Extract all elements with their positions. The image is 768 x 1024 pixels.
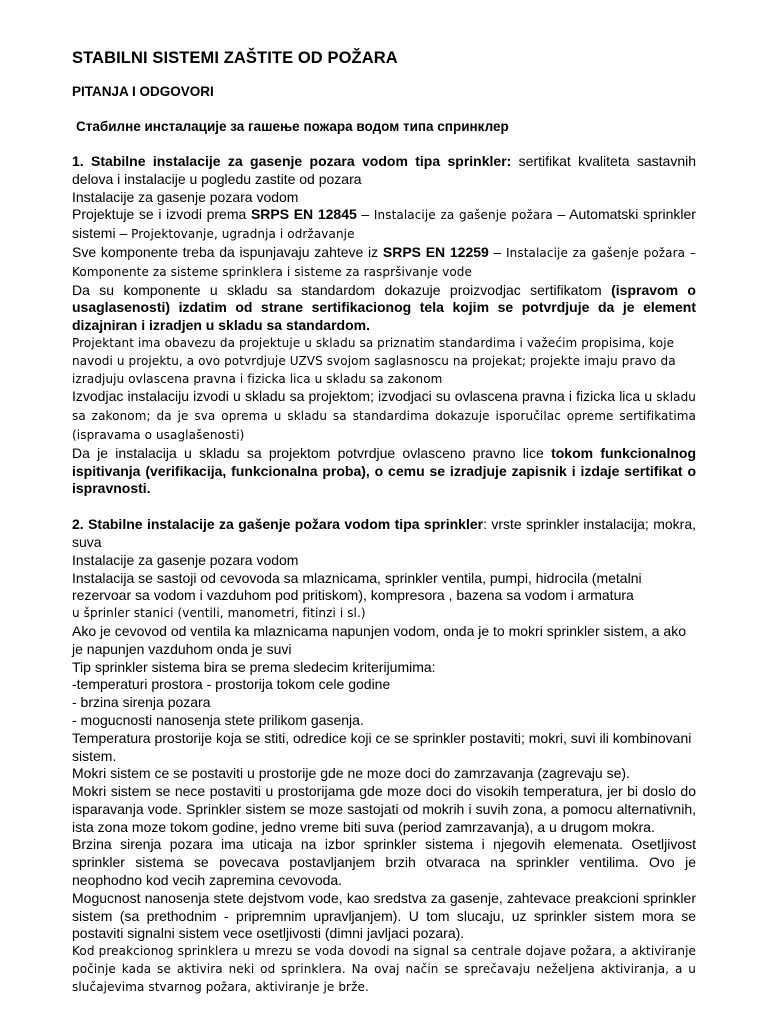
- s1-line: Instalacije za gasenje pozara vodom: [72, 188, 299, 205]
- s2-list-item: -temperaturi prostora - prostorija tokom cele godine: [72, 676, 391, 693]
- s2-line: Instalacije za gasenje pozara vodom: [72, 551, 299, 568]
- s2-question-bold: 2. Stabilne instalacije za gašenje požara vodom tipa sprinkler: [72, 516, 484, 533]
- s2-line-small: Kod preakcionog sprinklera u mrezu se voda dovodi na signal sa centrale dojave požara, a aktiviranje počinje kada se aktivira neki od sprinklera. Na ovaj način se sprečavaju neželjena aktiviranja, a u slučajevima stvarnog požara, aktiviranje je brže.: [72, 944, 696, 994]
- s1-text-small: skladu sa zakonom; da je sva oprema u skladu sa standardima dokazuje isporučilac opreme sertifikatima (ispravama o usaglašenosti): [72, 390, 697, 442]
- s2-line: Instalacija se sastoji od cevovoda sa mlaznicama, sprinkler ventila, pumpi, hidrocila (metalni rezervoar sa vodom i vazduhom pod pritiskom), kompresora , bazena sa vodom i armatura: [72, 569, 642, 604]
- document-subtitle: PITANJA I ODGOVORI: [72, 84, 214, 99]
- s2-question-rest: : vrste sprinkler instalacija; mokra, suva: [72, 516, 696, 550]
- s2-line: Mokri sistem ce se postaviti u prostorije gde ne moze doci do zamrzavanja (zagrevaju se).: [72, 765, 630, 782]
- document-body: [72, 153, 696, 997]
- s1-line-small: Projektant ima obavezu da projektuje u skladu sa priznatim standardima i važećim propisima, koje navodi u projektu, a ovo potvrdjuje UZVS svojom saglasnoscu na projekat; projekte imaju pravo da izradjuju ovlascena pravna i fizicka lica u skladu sa zakonom: [72, 335, 676, 386]
- cyrillic-heading: Стабилне инсталације за гашење пожара водом типа спринклер: [76, 119, 509, 134]
- s1-text: –: [356, 206, 374, 223]
- s1-text-bold: (ispravom o usaglasenosti) izdatim od strane sertifikacionog tela kojim se potvrdjuje da je element dizajniran i izradjen u skladu sa standardom.: [72, 281, 696, 334]
- s2-line: Temperatura prostorije koja se stiti, odredice koji ce se sprinkler postaviti; mokri, suvi ili kombinovani sistem.: [72, 729, 692, 764]
- s1-line: [72, 282, 696, 335]
- s1-standard: SRPS EN 12845: [250, 206, 357, 223]
- s2-line: Mokri sistem se nece postaviti u prostorijama gde moze doci do visokih temperatura, jer bi doslo do isparavanja vode. Sprinkler sistem se moze sastojati od mokrih i suvih zona, a pomocu alternativnih, ista zona moze tokom godine, jedno vreme biti suva (period zamrzavanja), a u drugom mokra.: [72, 783, 696, 835]
- s2-list-item: - brzina sirenja pozara: [72, 694, 211, 711]
- s2-list-item: - mogucnosti nanosenja stete prilikom gasenja.: [72, 711, 364, 728]
- s1-line: [72, 244, 696, 282]
- s1-text: Sve komponente treba da ispunjavaju zahteve iz: [72, 243, 383, 260]
- s1-text-small: Projektovanje, ugradnja i održavanje: [131, 227, 355, 242]
- s2-line: Mogucnost nanosenja stete dejstvom vode, kao sredstva za gasenje, zahtevace preakcioni sprinkler sistem (sa prethodnim - pripremnim upravljanjem). U tom slucaju, uz sprinkler sistem mora se postaviti signalni sistem vece osetljivosti (dimni javljaci pozara).: [72, 889, 696, 942]
- s1-line: [72, 445, 696, 498]
- s1-question-bold: 1. Stabilne instalacije za gasenje pozara vodom tipa sprinkler:: [72, 153, 512, 169]
- s1-text-bold: tokom funkcionalnog ispitivanja (verifikacija, funkcionalna proba), o cemu se izradjuje zapisnik i izdaje sertifikat o ispravnosti.: [72, 444, 696, 497]
- s1-line: [72, 206, 696, 244]
- s1-line: [72, 388, 696, 444]
- s2-line: Tip sprinkler sistema bira se prema sledecim kriterijumima:: [72, 658, 436, 675]
- s2-line-small: u šprinler stanici (ventili, manometri, fitinzi i sl.): [72, 606, 366, 621]
- s1-text: Da je instalacija u skladu sa projektom potvrdjue ovlasceno pravno lice: [72, 444, 552, 461]
- s1-question: [72, 153, 696, 189]
- s1-standard: SRPS EN 12259: [382, 243, 489, 260]
- s1-text: Izvodjac instalaciju izvodi u skladu sa projektom; izvodjaci su ovlascena pravna i fizicka lica u: [72, 388, 653, 405]
- document-title: STABILNI SISTEMI ZAŠTITE OD POŽARA: [72, 49, 398, 67]
- s2-question: [72, 516, 696, 552]
- s1-text: Da su komponente u skladu sa standardom dokazuje proizvodjac sertifikatom: [72, 281, 612, 298]
- s1-text-small: Instalacije za gašenje požara: [373, 208, 553, 223]
- s1-text: Projektuje se i izvodi prema: [72, 206, 251, 223]
- s2-line: Ako je cevovod od ventila ka mlaznicama napunjen vodom, onda je to mokri sprinkler sistem, a ako je napunjen vazduhom onda je suvi: [72, 622, 686, 657]
- s1-text-small: Instalacije za gašenje požara – Komponente za sisteme sprinklera i sisteme za raspršivanje vode: [72, 245, 696, 279]
- s1-text: –: [488, 243, 507, 260]
- s1-question-rest: sertifikat kvaliteta sastavnih delova i instalacije u pogledu zastite od pozara: [72, 153, 697, 187]
- section-gap: [72, 498, 696, 516]
- s2-line: Brzina sirenja pozara ima uticaja na izbor sprinkler sistema i njegovih elemenata. Osetljivost sprinkler sistema se povecava postavljanjem brzih otvaraca na sprinkler ventilima. Ovo je neophodno kod vecih zapremina cevovoda.: [72, 836, 696, 889]
- s1-text: – Automatski sprinkler sistemi –: [72, 206, 696, 242]
